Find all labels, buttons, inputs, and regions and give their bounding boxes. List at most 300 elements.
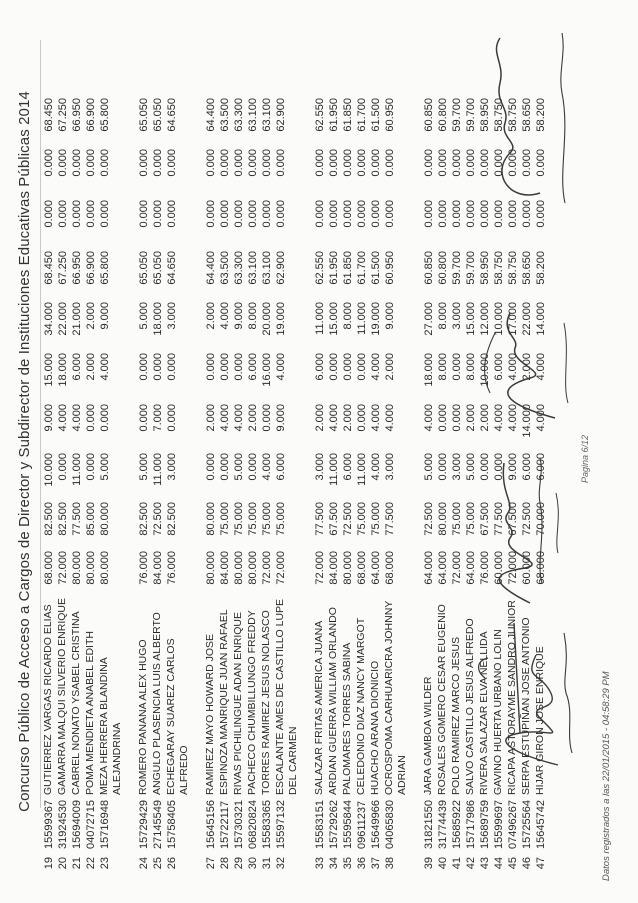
- row-number: 42: [465, 857, 477, 870]
- candidate-name: HUACHO ARANA DIONICIO: [369, 660, 381, 795]
- dni-cell: 15725564: [521, 800, 533, 849]
- score-cell: 0.000: [521, 200, 533, 228]
- score-cell: 82.500: [166, 502, 178, 536]
- candidate-name: OCROSPOMA CARHUARICRA JOHNNY ADRIAN: [383, 600, 408, 795]
- score-cell: 60.800: [437, 251, 449, 285]
- score-cell: 9.000: [233, 302, 245, 330]
- score-cell: 0.000: [275, 200, 287, 228]
- score-cell: 60.950: [384, 251, 396, 285]
- score-cell: 0.000: [138, 353, 150, 381]
- score-cell: 2.000: [205, 404, 217, 432]
- score-cell: 6.000: [314, 353, 326, 381]
- score-cell: 0.000: [261, 200, 273, 228]
- score-cell: 75.000: [370, 502, 382, 536]
- score-cell: 77.500: [314, 502, 326, 536]
- score-cell: 66.950: [71, 251, 83, 285]
- score-cell: 72.500: [521, 502, 533, 536]
- score-cell: 0.000: [465, 149, 477, 177]
- row-number: 47: [535, 857, 547, 870]
- page-number: Pagina 6/12: [580, 434, 590, 483]
- table-row: [137, 19, 151, 879]
- score-cell: 0.000: [205, 453, 217, 481]
- score-cell: 6.000: [342, 453, 354, 481]
- score-cell: 5.000: [99, 453, 111, 481]
- candidate-name: JARA GAMBOA WILDER: [422, 676, 434, 795]
- score-cell: 0.000: [85, 200, 97, 228]
- score-cell: 3.000: [314, 453, 326, 481]
- score-cell: 0.000: [205, 200, 217, 228]
- score-cell: 64.400: [205, 251, 217, 285]
- score-cell: 9.000: [99, 302, 111, 330]
- table-row: [436, 19, 450, 879]
- table-row: [151, 19, 165, 879]
- score-cell: 0.000: [437, 200, 449, 228]
- score-cell: 82.500: [43, 502, 55, 536]
- dni-cell: 15729429: [138, 800, 150, 849]
- dni-cell: 15645156: [205, 800, 217, 849]
- score-cell: 6.000: [71, 353, 83, 381]
- score-cell: 66.900: [85, 251, 97, 285]
- score-cell: 3.000: [451, 302, 463, 330]
- score-cell: 8.000: [437, 353, 449, 381]
- dni-cell: 15595844: [342, 800, 354, 849]
- candidate-name: PACHECO CHUMBILLUNGO FREDDY: [246, 610, 258, 795]
- score-cell: 0.000: [451, 404, 463, 432]
- dni-cell: 15689759: [479, 800, 491, 849]
- score-cell: 22.000: [521, 302, 533, 336]
- score-cell: 66.900: [85, 98, 97, 132]
- signature-3: [470, 283, 580, 433]
- dni-cell: 15722117: [219, 800, 231, 849]
- signature-4: [470, 23, 590, 213]
- score-cell: 0.000: [437, 149, 449, 177]
- score-cell: 66.950: [71, 98, 83, 132]
- score-cell: 77.500: [71, 502, 83, 536]
- score-cell: 75.000: [219, 502, 231, 536]
- score-cell: 80.000: [247, 551, 259, 585]
- table-row: [165, 19, 192, 879]
- score-cell: 72.500: [423, 502, 435, 536]
- score-cell: 65.050: [138, 251, 150, 285]
- score-cell: 77.500: [384, 502, 396, 536]
- dni-cell: 31821550: [423, 800, 435, 849]
- score-cell: 0.000: [328, 353, 340, 381]
- score-cell: 2.000: [521, 353, 533, 381]
- score-cell: 4.000: [57, 404, 69, 432]
- score-cell: 0.000: [384, 149, 396, 177]
- score-cell: 4.000: [370, 404, 382, 432]
- score-cell: 0.000: [261, 149, 273, 177]
- score-cell: 20.000: [261, 302, 273, 336]
- candidate-name: GAMARRA MALQUI SILVERIO ENRIQUE: [56, 597, 68, 795]
- row-number: 38: [384, 857, 396, 870]
- dni-cell: 15597132: [275, 800, 287, 849]
- score-cell: 63.100: [261, 98, 273, 132]
- row-number: 43: [479, 857, 491, 870]
- score-cell: 0.000: [57, 149, 69, 177]
- score-cell: 0.000: [356, 200, 368, 228]
- score-cell: 61.700: [356, 98, 368, 132]
- row-number: 23: [99, 857, 111, 870]
- score-cell: 58.750: [507, 251, 519, 285]
- score-cell: 4.000: [423, 404, 435, 432]
- score-cell: 58.200: [535, 98, 547, 132]
- row-number: 20: [57, 857, 69, 870]
- signature-1: [470, 603, 580, 773]
- score-cell: 0.000: [166, 353, 178, 381]
- score-cell: 80.000: [99, 502, 111, 536]
- score-cell: 64.000: [423, 551, 435, 585]
- document-title: Concurso Público de Acceso a Cargos de Director y Subdirector de Instituciones Educativas Públicas 2014: [16, 91, 33, 812]
- score-cell: 14.000: [535, 302, 547, 336]
- score-cell: 11.000: [356, 453, 368, 486]
- table-row: [355, 19, 369, 879]
- score-cell: 12.000: [479, 302, 491, 336]
- score-cell: 6.000: [535, 453, 547, 481]
- score-cell: 0.000: [370, 149, 382, 177]
- score-cell: 4.000: [535, 353, 547, 381]
- score-cell: 9.000: [43, 404, 55, 432]
- score-cell: 0.000: [423, 200, 435, 228]
- row-group: [137, 19, 192, 879]
- dni-cell: 15694009: [71, 800, 83, 849]
- score-cell: 58.650: [521, 98, 533, 132]
- row-number: 25: [152, 857, 164, 870]
- score-cell: 70.000: [535, 502, 547, 536]
- score-cell: 0.000: [85, 404, 97, 432]
- score-cell: 2.000: [342, 404, 354, 432]
- score-cell: 64.650: [166, 98, 178, 132]
- score-cell: 59.700: [451, 98, 463, 132]
- score-cell: 65.050: [152, 251, 164, 285]
- score-cell: 0.000: [99, 149, 111, 177]
- score-cell: 60.000: [493, 551, 505, 585]
- score-cell: 8.000: [437, 302, 449, 330]
- score-cell: 8.000: [342, 302, 354, 330]
- score-cell: 0.000: [328, 200, 340, 228]
- score-cell: 0.000: [535, 200, 547, 228]
- dni-cell: 15758405: [166, 800, 178, 849]
- score-cell: 19.000: [370, 302, 382, 336]
- score-cell: 0.000: [535, 149, 547, 177]
- score-cell: 4.000: [261, 453, 273, 481]
- score-cell: 59.700: [451, 251, 463, 285]
- score-cell: 4.000: [384, 404, 396, 432]
- score-cell: 72.000: [451, 551, 463, 585]
- score-cell: 3.000: [166, 302, 178, 330]
- score-cell: 10.000: [479, 353, 491, 387]
- row-number: 37: [370, 857, 382, 870]
- dni-cell: 15649966: [370, 800, 382, 849]
- dni-cell: 15730321: [233, 800, 245, 849]
- score-cell: 72.000: [57, 551, 69, 585]
- candidate-name: SERPA ESTUPIÑAN JOSE ANTONIO: [520, 617, 532, 795]
- table-row: [313, 19, 327, 879]
- table-row: [383, 19, 410, 879]
- row-number: 27: [205, 857, 217, 870]
- score-cell: 75.000: [233, 502, 245, 536]
- score-cell: 7.000: [152, 404, 164, 432]
- score-cell: 61.500: [370, 251, 382, 285]
- score-cell: 0.000: [85, 149, 97, 177]
- score-cell: 62.900: [275, 251, 287, 285]
- score-cell: 2.000: [205, 302, 217, 330]
- candidate-name: GUTIERREZ VARGAS RICARDO ELIAS: [42, 604, 54, 795]
- score-cell: 80.000: [437, 502, 449, 536]
- row-number: 44: [493, 857, 505, 870]
- score-cell: 22.000: [57, 302, 69, 336]
- score-cell: 4.000: [99, 353, 111, 381]
- score-cell: 11.000: [152, 453, 164, 486]
- dni-cell: 06820824: [247, 800, 259, 849]
- score-cell: 72.000: [261, 551, 273, 585]
- score-cell: 75.000: [451, 502, 463, 536]
- score-cell: 72.500: [342, 502, 354, 536]
- score-cell: 0.000: [437, 404, 449, 432]
- score-cell: 9.000: [384, 302, 396, 330]
- score-cell: 0.000: [247, 200, 259, 228]
- score-cell: 60.800: [437, 98, 449, 132]
- candidate-name: ANGULO PLASENCIA LUIS ALBERTO: [151, 612, 163, 795]
- dni-cell: 31774439: [437, 800, 449, 849]
- score-cell: 58.750: [507, 98, 519, 132]
- table-row: [218, 19, 232, 879]
- score-cell: 67.250: [57, 98, 69, 132]
- score-cell: 0.000: [152, 149, 164, 177]
- score-cell: 84.000: [328, 551, 340, 585]
- score-cell: 63.500: [219, 251, 231, 285]
- score-cell: 0.000: [437, 453, 449, 481]
- score-cell: 0.000: [451, 200, 463, 228]
- row-number: 29: [233, 857, 245, 870]
- score-cell: 15.000: [43, 353, 55, 387]
- row-group: [313, 19, 410, 879]
- score-cell: 72.000: [275, 551, 287, 585]
- score-cell: 0.000: [57, 453, 69, 481]
- score-cell: 0.000: [493, 149, 505, 177]
- row-number: 35: [342, 857, 354, 870]
- score-cell: 0.000: [479, 200, 491, 228]
- candidate-name: HIJAR GIRON JOSE ENRIQUE: [534, 646, 546, 795]
- dni-cell: 15685922: [451, 800, 463, 849]
- candidate-name: ROSALES GOMERO CESAR EUGENIO: [436, 604, 448, 795]
- score-cell: 75.000: [275, 502, 287, 536]
- score-cell: 58.950: [479, 251, 491, 285]
- table-row: [232, 19, 246, 879]
- score-cell: 0.000: [356, 353, 368, 381]
- score-cell: 34.000: [43, 302, 55, 336]
- dni-cell: 15729262: [328, 800, 340, 849]
- score-cell: 2.000: [85, 302, 97, 330]
- candidate-name: GAVINO HUERTA URBANO LOLIN: [492, 629, 504, 795]
- score-cell: 58.750: [493, 98, 505, 132]
- score-cell: 80.000: [205, 551, 217, 585]
- candidate-name: ARDIAN GUERRA WILLIAM ORLANDO: [327, 607, 339, 795]
- row-number: 46: [521, 857, 533, 870]
- score-cell: 2.000: [85, 353, 97, 381]
- score-cell: 3.000: [166, 453, 178, 481]
- score-cell: 11.000: [71, 453, 83, 486]
- row-number: 45: [507, 857, 519, 870]
- score-cell: 27.000: [423, 302, 435, 336]
- table-row: [274, 19, 301, 879]
- row-number: 31: [261, 857, 273, 870]
- score-cell: 8.000: [465, 353, 477, 381]
- score-cell: 80.000: [342, 551, 354, 585]
- row-group: [204, 19, 301, 879]
- score-cell: 3.000: [384, 453, 396, 481]
- score-cell: 84.000: [219, 551, 231, 585]
- dni-cell: 15583151: [314, 800, 326, 849]
- candidate-name: PALOMARES TORRES SABINA: [341, 642, 353, 795]
- score-cell: 2.000: [384, 353, 396, 381]
- score-cell: 77.500: [493, 502, 505, 536]
- score-cell: 0.000: [233, 149, 245, 177]
- score-cell: 10.000: [43, 453, 55, 487]
- score-cell: 10.000: [493, 302, 505, 336]
- score-cell: 61.850: [342, 251, 354, 285]
- score-cell: 0.000: [356, 149, 368, 177]
- score-cell: 64.400: [205, 98, 217, 132]
- candidate-name: ESPINOZA MANRIQUE JUAN RAFAEL: [218, 609, 230, 795]
- table-row: [341, 19, 355, 879]
- score-cell: 0.000: [493, 453, 505, 481]
- dni-cell: 15599367: [43, 800, 55, 849]
- score-cell: 0.000: [166, 404, 178, 432]
- score-cell: 0.000: [521, 149, 533, 177]
- score-cell: 61.850: [342, 98, 354, 132]
- row-number: 40: [437, 857, 449, 870]
- score-cell: 3.000: [451, 453, 463, 481]
- score-cell: 16.000: [261, 353, 273, 387]
- score-cell: 15.000: [328, 302, 340, 336]
- score-cell: 75.000: [356, 502, 368, 536]
- score-cell: 64.000: [465, 551, 477, 585]
- score-cell: 60.000: [521, 551, 533, 585]
- score-cell: 0.000: [166, 149, 178, 177]
- score-cell: 0.000: [152, 200, 164, 228]
- score-cell: 4.000: [493, 404, 505, 432]
- row-number: 22: [85, 857, 97, 870]
- score-cell: 67.500: [507, 502, 519, 536]
- score-cell: 63.100: [247, 251, 259, 285]
- score-cell: 67.500: [328, 502, 340, 536]
- score-cell: 65.050: [152, 98, 164, 132]
- score-cell: 80.000: [71, 551, 83, 585]
- score-cell: 65.050: [138, 98, 150, 132]
- dni-cell: 27145549: [152, 800, 164, 849]
- score-cell: 67.250: [57, 251, 69, 285]
- row-number: 24: [138, 857, 150, 870]
- score-cell: 2.000: [465, 404, 477, 432]
- score-cell: 14.000: [521, 404, 533, 438]
- score-cell: 4.000: [71, 404, 83, 432]
- table-row: [98, 19, 125, 879]
- candidate-name: RAMIREZ MAYO HOWARD JOSE: [204, 633, 216, 795]
- score-cell: 76.000: [138, 551, 150, 585]
- score-cell: 9.000: [275, 404, 287, 432]
- header-rule: [40, 40, 41, 808]
- candidate-name: TORRES RAMIREZ JESUS NOLASCO: [260, 610, 272, 795]
- score-cell: 11.000: [314, 302, 326, 335]
- table-row: [450, 19, 464, 879]
- score-cell: 58.650: [521, 251, 533, 285]
- candidate-name: SALAZAR FRITAS AMERICA JUANA: [313, 620, 325, 795]
- score-cell: 11.000: [328, 453, 340, 486]
- score-cell: 62.550: [314, 251, 326, 285]
- score-cell: 0.000: [219, 453, 231, 481]
- table-row: [56, 19, 70, 879]
- table-row: [84, 19, 98, 879]
- score-cell: 6.000: [521, 453, 533, 481]
- score-cell: 0.000: [152, 353, 164, 381]
- score-cell: 65.800: [99, 251, 111, 285]
- score-cell: 72.000: [507, 551, 519, 585]
- candidate-name: MEZA HERRERA BLANDINA ALEJANDRINA: [98, 657, 123, 795]
- score-cell: 68.000: [535, 551, 547, 585]
- score-cell: 82.500: [57, 502, 69, 536]
- score-cell: 4.000: [328, 404, 340, 432]
- score-cell: 0.000: [205, 149, 217, 177]
- score-cell: 0.000: [314, 200, 326, 228]
- score-cell: 0.000: [233, 353, 245, 381]
- score-cell: 58.750: [493, 251, 505, 285]
- score-cell: 5.000: [233, 453, 245, 481]
- score-cell: 18.000: [423, 353, 435, 387]
- score-cell: 61.950: [328, 98, 340, 132]
- score-cell: 2.000: [247, 404, 259, 432]
- score-cell: 0.000: [342, 200, 354, 228]
- score-cell: 0.000: [261, 404, 273, 432]
- score-cell: 0.000: [219, 353, 231, 381]
- row-number: 36: [356, 857, 368, 870]
- score-cell: 63.500: [219, 98, 231, 132]
- score-cell: 84.000: [152, 551, 164, 585]
- score-cell: 63.300: [233, 98, 245, 132]
- candidate-name: POLO RAMIREZ MARCO JESUS: [450, 636, 462, 795]
- row-number: 26: [166, 857, 178, 870]
- score-cell: 0.000: [99, 404, 111, 432]
- score-cell: 0.000: [507, 149, 519, 177]
- table-row: [369, 19, 383, 879]
- score-cell: 0.000: [138, 404, 150, 432]
- score-cell: 4.000: [370, 353, 382, 381]
- score-cell: 0.000: [314, 149, 326, 177]
- row-number: 32: [275, 857, 287, 870]
- signature-2: [470, 443, 580, 613]
- row-number: 28: [219, 857, 231, 870]
- candidate-name: ESCALANTE AMES DE CASTILLO LUPE DEL CARMEN: [274, 598, 299, 795]
- score-cell: 75.000: [261, 502, 273, 536]
- score-cell: 15.000: [465, 302, 477, 336]
- candidate-name: CELEDONIO DIAZ NANCY MARGOT: [355, 617, 367, 795]
- score-cell: 5.000: [423, 453, 435, 481]
- table-row: [70, 19, 84, 879]
- dni-cell: 15599697: [493, 800, 505, 849]
- score-cell: 60.950: [384, 98, 396, 132]
- score-cell: 17.000: [507, 302, 519, 336]
- score-cell: 4.000: [233, 404, 245, 432]
- score-cell: 68.000: [356, 551, 368, 585]
- dni-cell: 15583365: [261, 800, 273, 849]
- table-row: [42, 19, 56, 879]
- score-cell: 8.000: [247, 302, 259, 330]
- score-cell: 0.000: [71, 149, 83, 177]
- dni-cell: 04065830: [384, 800, 396, 849]
- score-cell: 18.000: [57, 353, 69, 387]
- dni-cell: 15716948: [99, 800, 111, 849]
- score-cell: 80.000: [205, 502, 217, 536]
